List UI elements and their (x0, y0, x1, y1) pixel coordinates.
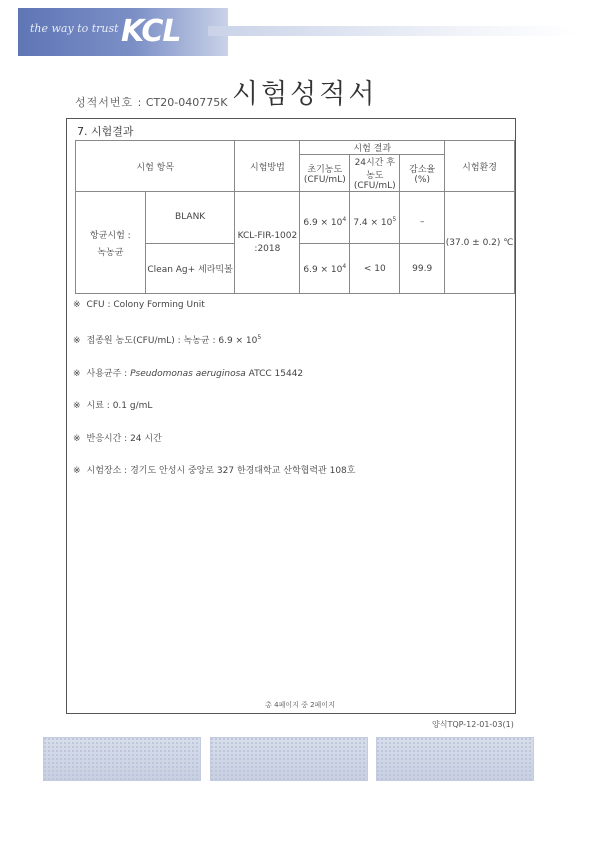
header-initial (300, 155, 350, 192)
document-title: 시험성적서 (232, 79, 378, 110)
header-environment: 시험환경 (445, 141, 515, 192)
note-mark: ※ (73, 434, 81, 444)
security-pattern-center (210, 737, 368, 781)
header-after (350, 155, 400, 192)
note-mark: ※ (73, 336, 81, 346)
note-cfu (73, 300, 205, 310)
table-row-sample-reduction: 99.9 (400, 244, 445, 294)
table-row-sample-sample: Clean Ag+ 세라믹볼 (145, 244, 235, 294)
method-line2: :2018 (254, 244, 281, 254)
note-location (73, 463, 355, 476)
security-pattern-left (43, 737, 201, 781)
organism: 녹농균 (97, 247, 124, 258)
note-reaction-time (73, 431, 162, 444)
section-title: 7. 시험결과 (77, 125, 134, 138)
table-row-blank-reduction: – (400, 192, 445, 244)
blank-initial-base: 6.9 × 10 (303, 217, 343, 228)
header-reduction-label: 감소율 (409, 164, 436, 175)
form-number: 양식TQP-12-01-03(1) (432, 720, 514, 729)
test-name-cell (76, 192, 146, 294)
test-name: 항균시험 : (90, 230, 131, 241)
sample-initial-exp: 4 (342, 262, 347, 270)
header-after-label: 24시간 후 (354, 158, 395, 168)
note-text: 시료 : 0.1 g/mL (86, 401, 153, 411)
note-text: 접종원 농도(CFU/mL) : 녹농균 : 6.9 × 10 (86, 336, 258, 346)
note-text: 반응시간 : 24 시간 (86, 434, 162, 444)
blank-after-exp: 5 (392, 215, 397, 223)
header-reduction-unit: (%) (414, 174, 430, 185)
report-number-label: 성적서번호 : (75, 96, 143, 109)
results-table (75, 140, 515, 294)
header-initial-unit: (CFU/mL) (303, 174, 346, 185)
note-text: 시험장소 : 경기도 안성시 중앙로 327 한경대학교 산학협력관 108호 (86, 466, 356, 476)
page-indicator: 총 4페이지 중 2페이지 (265, 701, 335, 709)
blank-initial-exp: 4 (342, 215, 347, 223)
report-number-value: CT20-040775K (145, 96, 228, 109)
strain-species: Pseudomonas aeruginosa (130, 369, 246, 379)
method-cell (235, 192, 300, 294)
report-number (75, 94, 227, 110)
note-mark: ※ (73, 369, 81, 379)
header-after-unit: (CFU/mL) (353, 181, 396, 191)
note-mark: ※ (73, 300, 81, 310)
table-row-sample-initial (300, 244, 350, 294)
note-mark: ※ (73, 401, 81, 411)
environment-cell: (37.0 ± 0.2) ℃ (445, 192, 515, 294)
blank-after-base: 7.4 × 10 (353, 217, 393, 228)
tagline: the way to trust (30, 22, 119, 35)
table-row-blank-sample: BLANK (145, 192, 235, 244)
header-item: 시험 항목 (76, 141, 235, 192)
header-method: 시험방법 (235, 141, 300, 192)
header-reduction (400, 155, 445, 192)
header-banner (18, 8, 578, 56)
table-row-sample-after: < 10 (350, 244, 400, 294)
header-initial-label: 초기농도 (307, 164, 343, 175)
note-inoculum (73, 333, 261, 346)
kcl-logo: KCL (121, 14, 181, 49)
note-strain (73, 366, 303, 379)
note-text: 사용균주 : (86, 369, 131, 379)
note-text: CFU : Colony Forming Unit (86, 300, 205, 310)
table-row-blank-after (350, 192, 400, 244)
banner-fade (208, 26, 578, 36)
header-after-label2: 농도 (366, 171, 384, 181)
note-sample (73, 398, 152, 411)
security-pattern-right (376, 737, 534, 781)
table-row-blank-initial (300, 192, 350, 244)
sample-initial-base: 6.9 × 10 (303, 264, 343, 275)
note-mark: ※ (73, 466, 81, 476)
strain-code: ATCC 15442 (245, 369, 304, 379)
header-result-group: 시험 결과 (300, 141, 445, 155)
method-line1: KCL-FIR-1002 (237, 231, 298, 241)
note-exp: 5 (257, 334, 262, 341)
